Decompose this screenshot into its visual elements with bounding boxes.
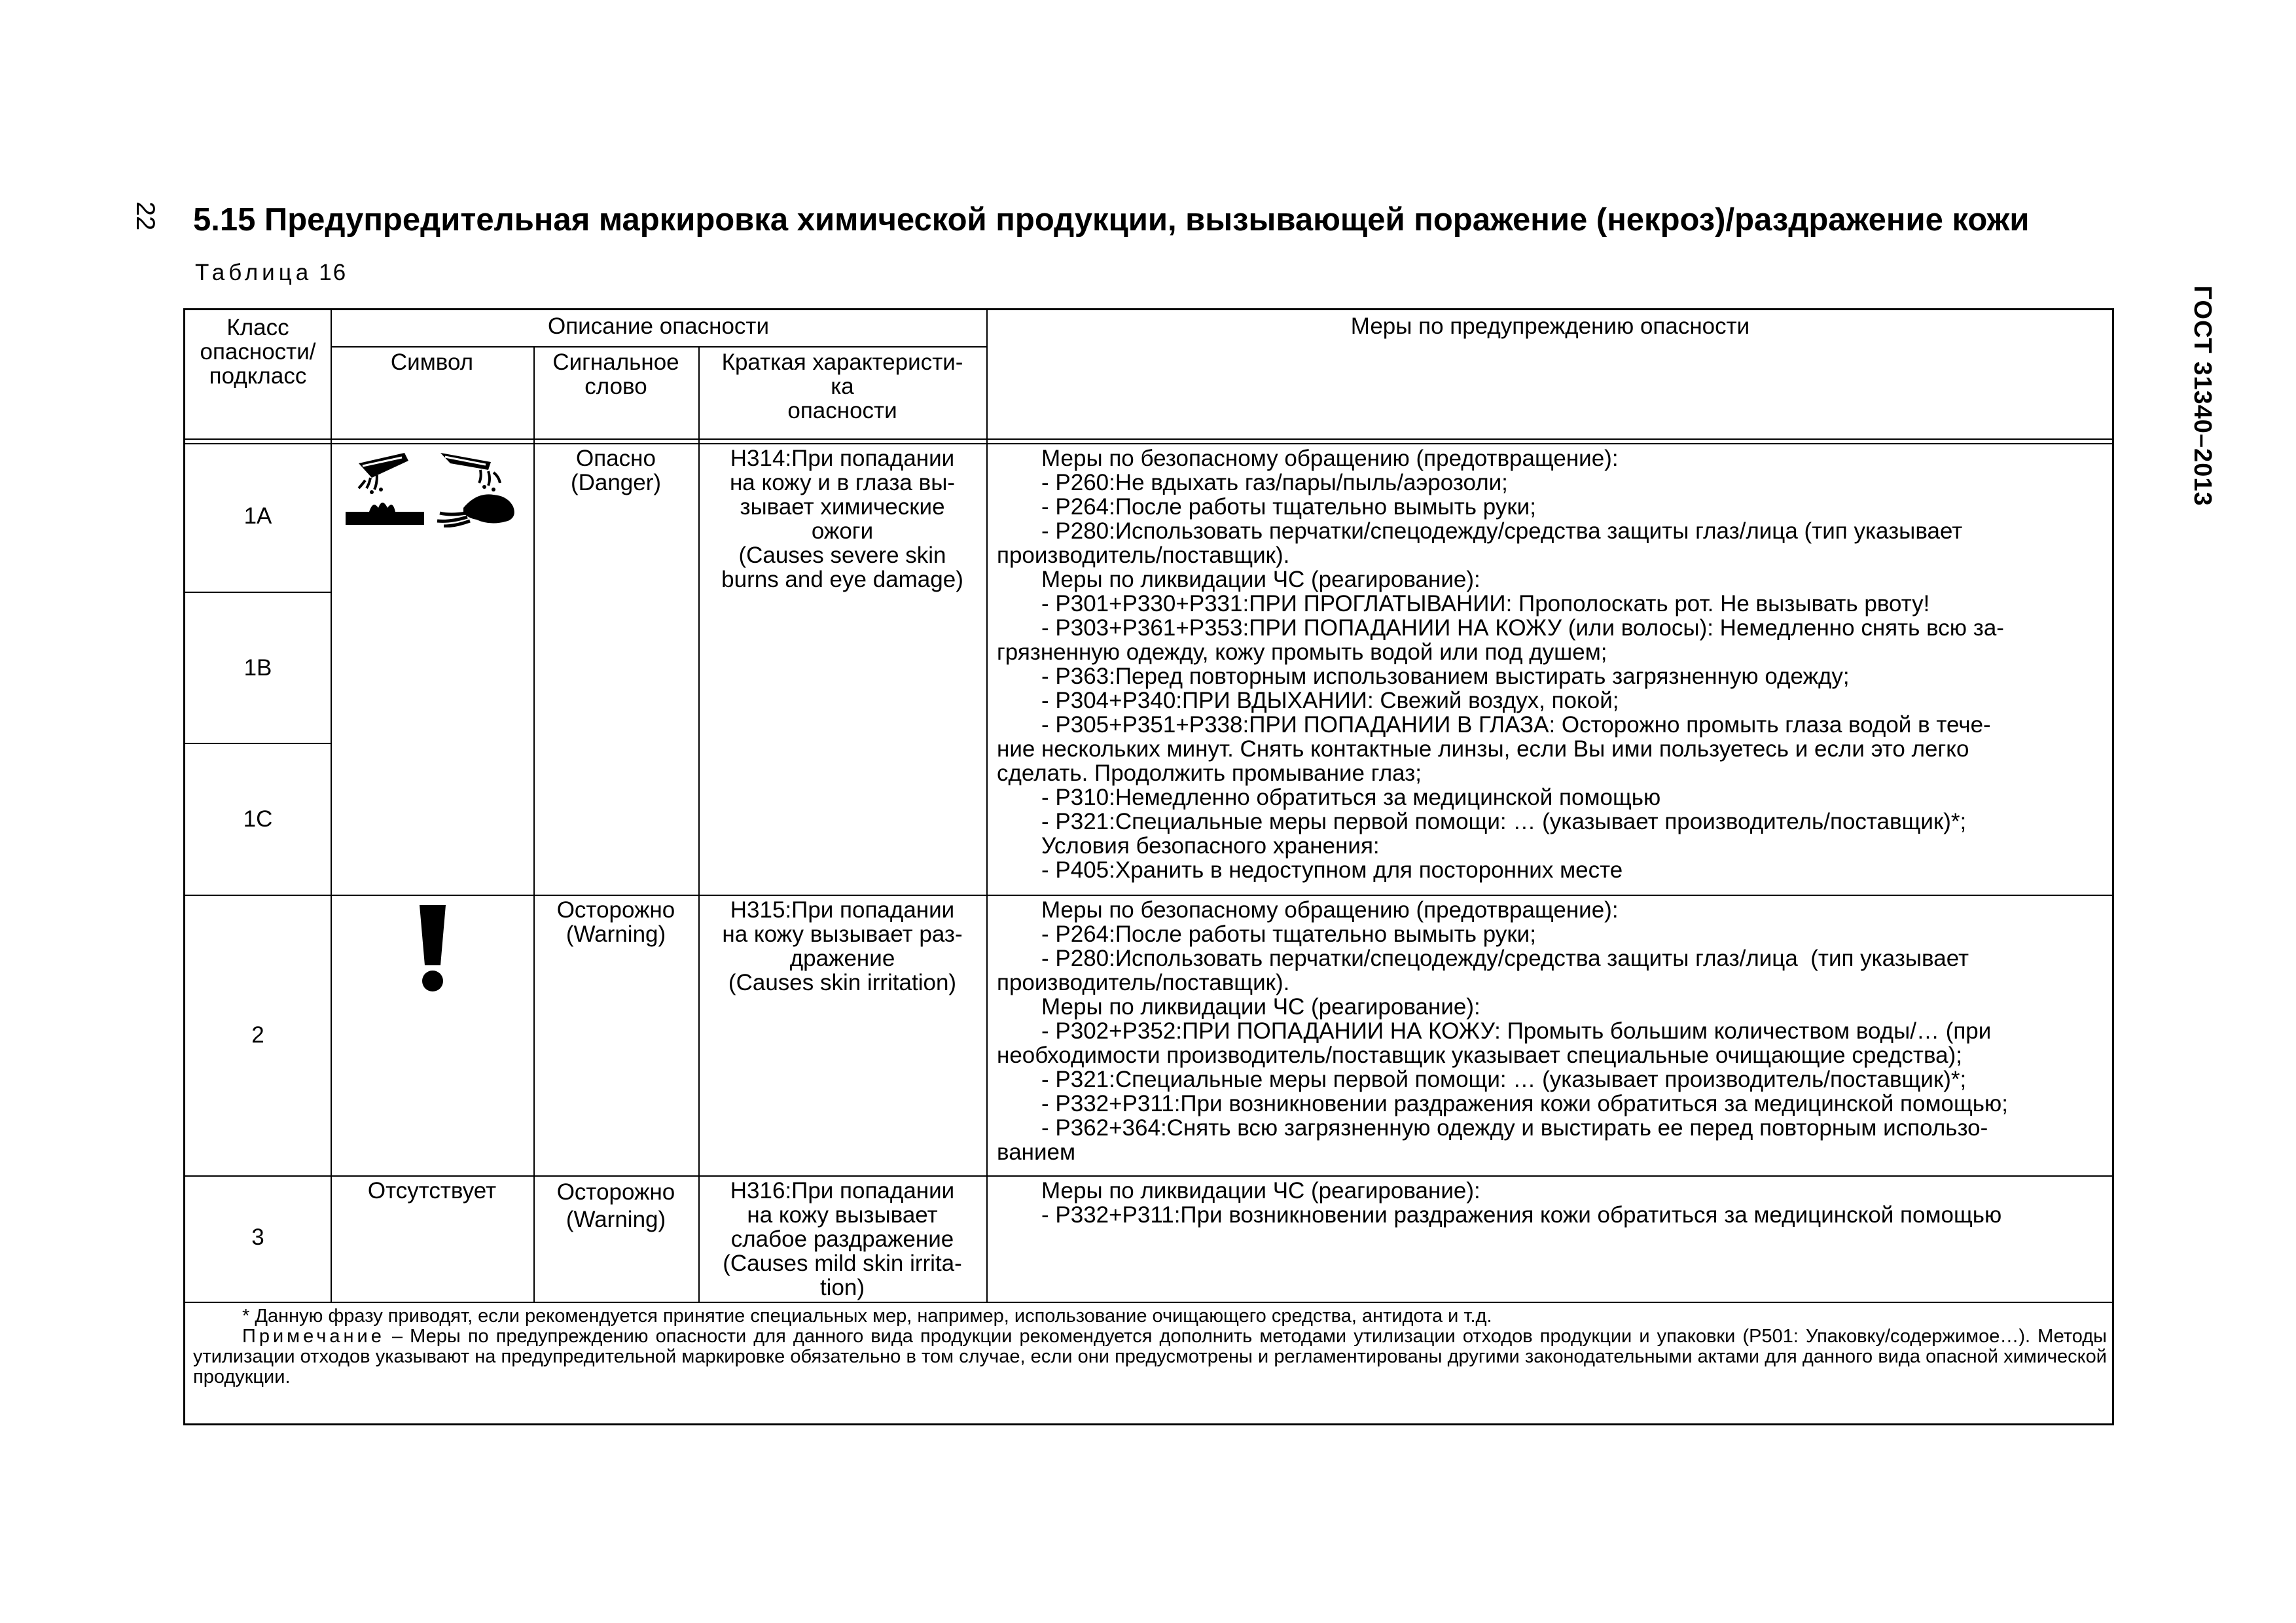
brief-line: на кожу и в глаза вы- — [729, 470, 956, 495]
brief-line: (Causes skin irritation) — [728, 970, 957, 995]
measure-line: - P260:Не вдыхать газ/пары/пыль/аэрозоли; — [1041, 470, 1508, 495]
measure-line: - P302+P352:ПРИ ПОПАДАНИИ НА КОЖУ: Промыть большим количеством воды/… (при — [1041, 1018, 1992, 1044]
header-brief — [698, 350, 986, 423]
measure-line: - P301+P330+P331:ПРИ ПРОГЛАТЫВАНИИ: Прополоскать рот. Не вызывать рвоту! — [1041, 591, 1930, 616]
footnote-note — [193, 1327, 2107, 1387]
note-text: – Меры по предупреждению опасности для данного вида продукции рекомендуется дополнить методами утилизации отходов продукции и упаковки (P501: Упаковку/содержимое…). Методы утилизации отходов указывают на предупредительной маркировке обязательно в том случае, если они предусмотрены и регламентированы другими законодательными актами для данного вида опасной химической продукции. — [193, 1326, 2107, 1387]
header-class-line: подкласс — [209, 363, 307, 389]
class-1b: 1B — [243, 655, 272, 681]
measure-line: ванием — [997, 1139, 1076, 1165]
signal-danger — [533, 446, 698, 495]
measure-line: Меры по безопасному обращению (предотвращение): — [1041, 897, 1619, 923]
header-symbol: Символ — [390, 349, 474, 375]
section-heading: 5.15 Предупредительная маркировка химической продукции, вызывающей поражение (некроз)/раздражение кожи — [193, 202, 2030, 238]
signal-line: (Warning) — [565, 921, 666, 947]
signal-warning — [533, 898, 698, 946]
brief-line: burns and eye damage) — [721, 567, 963, 592]
brief-line: слабое раздражение — [730, 1226, 954, 1252]
header-brief-line: Краткая характеристи- — [721, 349, 963, 375]
table-number: 16 — [319, 260, 348, 285]
measure-line: - P332+P311:При возникновении раздражения кожи обратиться за медицинской помощью — [1041, 1202, 2002, 1228]
exclamation-mark-icon — [414, 902, 451, 994]
brief-line: дражение — [789, 946, 895, 971]
measure-line: - P321:Специальные меры первой помощи: … (указывает производитель/поставщик)*; — [1041, 1067, 1967, 1092]
signal-line: Осторожно — [556, 1179, 675, 1205]
header-brief-line: опасности — [787, 398, 897, 423]
brief-h314 — [698, 446, 986, 592]
measures-group-2 — [986, 898, 2114, 1164]
header-class — [185, 310, 331, 438]
standard-designation: ГОСТ 31340–2013 — [2189, 285, 2216, 507]
measures-group-1 — [986, 446, 2114, 882]
header-measures: Меры по предупреждению опасности — [1350, 313, 1750, 339]
measure-line: производитель/поставщик). — [997, 970, 1290, 995]
brief-line: H314:При попадании — [730, 446, 955, 471]
measure-line: производитель/поставщик). — [997, 543, 1290, 568]
symbol-absent: Отсутствует — [367, 1178, 497, 1204]
brief-line: на кожу вызывает раз- — [722, 921, 963, 947]
measure-line: - P362+364:Снять всю загрязненную одежду и выстирать ее перед повторным использо- — [1041, 1115, 1988, 1141]
header-brief-line: ка — [831, 374, 854, 399]
table-word: Таблица — [195, 260, 313, 285]
brief-line: (Causes severe skin — [738, 543, 946, 568]
class-1c: 1C — [243, 806, 273, 832]
measure-line: сделать. Продолжить промывание глаз; — [997, 760, 1422, 786]
brief-line: H315:При попадании — [730, 897, 955, 923]
brief-line: tion) — [819, 1275, 865, 1300]
measure-line: - P363:Перед повторным использованием выстирать загрязненную одежду; — [1041, 664, 1850, 689]
measure-line: необходимости производитель/поставщик указывает специальные очищающие средства); — [997, 1043, 1963, 1068]
corrosion-pictogram-icon — [346, 449, 522, 527]
header-signal — [533, 350, 698, 399]
class-1a: 1A — [243, 503, 272, 529]
measure-line: - P264:После работы тщательно вымыть руки; — [1041, 494, 1536, 520]
table-footnote — [193, 1306, 2107, 1387]
table-label — [195, 260, 347, 286]
measure-line: - P304+P340:ПРИ ВДЫХАНИИ: Свежий воздух, покой; — [1041, 688, 1619, 713]
measure-line: Условия безопасного хранения: — [1041, 833, 1380, 859]
header-class-line: Класс — [226, 315, 289, 340]
page-number: 22 — [131, 201, 160, 231]
measure-line: Меры по безопасному обращению (предотвращение): — [1041, 446, 1619, 471]
measure-line: - P280:Использовать перчатки/спецодежду/средства защиты глаз/лица (тип указывает — [1041, 518, 1963, 544]
header-signal-line: Сигнальное — [552, 349, 679, 375]
brief-line: H316:При попадании — [730, 1178, 955, 1204]
measure-line: - P303+P361+P353:ПРИ ПОПАДАНИИ НА КОЖУ (или волосы): Немедленно снять всю за- — [1041, 615, 2004, 641]
header-signal-line: слово — [584, 374, 647, 399]
header-class-line: опасности/ — [200, 339, 316, 365]
measure-line: грязненную одежду, кожу промыть водой или под душем; — [997, 639, 1607, 665]
measure-line: ние нескольких минут. Снять контактные линзы, если Вы ими пользуетесь и если это легко — [997, 736, 1969, 762]
note-word: Примечание — [242, 1326, 385, 1347]
measure-line: - P264:После работы тщательно вымыть руки; — [1041, 921, 1536, 947]
brief-h315 — [698, 898, 986, 995]
brief-line: зывает химические — [740, 494, 945, 520]
measure-line: - P280:Использовать перчатки/спецодежду/средства защиты глаз/лица (тип указывает — [1041, 946, 1969, 971]
measure-line: Меры по ликвидации ЧС (реагирование): — [1041, 994, 1480, 1020]
measure-line: - P310:Немедленно обратиться за медицинской помощью — [1041, 785, 1661, 810]
measure-line: Меры по ликвидации ЧС (реагирование): — [1041, 1178, 1480, 1204]
hazard-table — [183, 308, 2114, 1425]
measure-line: - P321:Специальные меры первой помощи: … (указывает производитель/поставщик)*; — [1041, 809, 1967, 834]
brief-line: ожоги — [811, 518, 874, 544]
measure-line: - P305+P351+P338:ПРИ ПОПАДАНИИ В ГЛАЗА: Осторожно промыть глаза водой в тече- — [1041, 712, 1991, 738]
signal-warning — [533, 1179, 698, 1234]
class-3: 3 — [251, 1224, 264, 1250]
measures-group-3 — [986, 1179, 2114, 1227]
brief-h316 — [698, 1179, 986, 1300]
measure-line: - P405:Хранить в недоступном для посторонних месте — [1041, 857, 1623, 883]
class-2: 2 — [251, 1022, 264, 1048]
brief-line: на кожу вызывает — [747, 1202, 938, 1228]
brief-line: (Causes mild skin irrita- — [723, 1251, 962, 1276]
header-description: Описание опасности — [547, 313, 770, 339]
footnote-star: * Данную фразу приводят, если рекомендуется принятие специальных мер, например, использование очищающего средства, антидота и т.д. — [242, 1306, 1492, 1327]
signal-line: (Danger) — [570, 470, 662, 495]
measure-line: - P332+P311:При возникновении раздражения кожи обратиться за медицинской помощью; — [1041, 1091, 2009, 1116]
measure-line: Меры по ликвидации ЧС (реагирование): — [1041, 567, 1480, 592]
signal-line: (Warning) — [565, 1207, 666, 1232]
signal-line: Опасно — [576, 446, 656, 471]
signal-line: Осторожно — [556, 897, 675, 923]
